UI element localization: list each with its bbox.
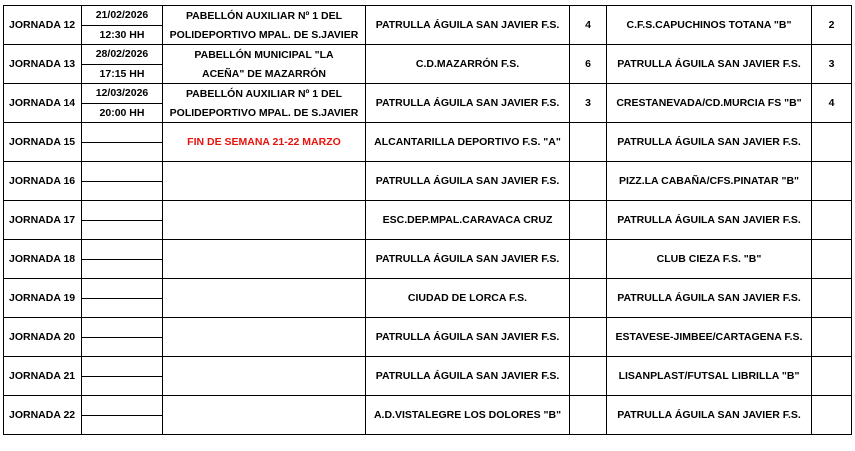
venue-cell xyxy=(163,162,366,201)
schedule-note: FIN DE SEMANA 21-22 MARZO xyxy=(163,123,366,162)
home-team: PATRULLA ÁGUILA SAN JAVIER F.S. xyxy=(366,6,570,45)
jornada-label: JORNADA 14 xyxy=(4,84,82,123)
date-time-cell xyxy=(82,201,163,240)
date-time-cell xyxy=(82,84,163,123)
venue-cell xyxy=(163,201,366,240)
match-date: 28/02/2026 xyxy=(82,45,162,65)
home-score xyxy=(570,240,607,279)
jornada-label: JORNADA 17 xyxy=(4,201,82,240)
jornada-label: JORNADA 16 xyxy=(4,162,82,201)
match-date: 12/03/2026 xyxy=(82,84,162,104)
home-score: 6 xyxy=(570,45,607,84)
venue-cell xyxy=(163,318,366,357)
venue-line-1: PABELLÓN AUXILIAR Nº 1 DEL xyxy=(185,9,343,22)
date-time-cell xyxy=(82,45,163,84)
venue-line-2: POLIDEPORTIVO MPAL. DE S.JAVIER xyxy=(169,106,359,119)
home-score: 3 xyxy=(570,84,607,123)
schedule-table xyxy=(3,5,852,435)
table-row xyxy=(4,318,852,357)
match-time: 20:00 HH xyxy=(99,106,145,119)
date-time-cell xyxy=(82,123,163,162)
home-score xyxy=(570,357,607,396)
away-team: PATRULLA ÁGUILA SAN JAVIER F.S. xyxy=(607,201,812,240)
away-score xyxy=(812,396,852,435)
home-score xyxy=(570,279,607,318)
home-score xyxy=(570,123,607,162)
table-row xyxy=(4,162,852,201)
date-time-cell xyxy=(82,318,163,357)
table-row xyxy=(4,6,852,45)
away-score xyxy=(812,162,852,201)
date-time-cell xyxy=(82,6,163,45)
away-team: PATRULLA ÁGUILA SAN JAVIER F.S. xyxy=(607,45,812,84)
home-score: 4 xyxy=(570,6,607,45)
away-team: CLUB CIEZA F.S. "B" xyxy=(607,240,812,279)
home-team: PATRULLA ÁGUILA SAN JAVIER F.S. xyxy=(366,357,570,396)
table-row xyxy=(4,123,852,162)
home-team: C.D.MAZARRÓN F.S. xyxy=(366,45,570,84)
venue-cell xyxy=(163,6,366,45)
match-time: 12:30 HH xyxy=(99,28,145,41)
away-score: 3 xyxy=(812,45,852,84)
away-team: PATRULLA ÁGUILA SAN JAVIER F.S. xyxy=(607,123,812,162)
home-team: PATRULLA ÁGUILA SAN JAVIER F.S. xyxy=(366,318,570,357)
home-score xyxy=(570,201,607,240)
away-team: LISANPLAST/FUTSAL LIBRILLA "B" xyxy=(607,357,812,396)
table-row xyxy=(4,279,852,318)
home-score xyxy=(570,162,607,201)
away-score: 2 xyxy=(812,6,852,45)
away-team: PATRULLA ÁGUILA SAN JAVIER F.S. xyxy=(607,396,812,435)
jornada-label: JORNADA 12 xyxy=(4,6,82,45)
date-time-cell xyxy=(82,357,163,396)
jornada-label: JORNADA 19 xyxy=(4,279,82,318)
away-team: PIZZ.LA CABAÑA/CFS.PINATAR "B" xyxy=(607,162,812,201)
away-score: 4 xyxy=(812,84,852,123)
home-team: A.D.VISTALEGRE LOS DOLORES "B" xyxy=(366,396,570,435)
table-row xyxy=(4,84,852,123)
venue-cell xyxy=(163,357,366,396)
home-score xyxy=(570,396,607,435)
home-team: PATRULLA ÁGUILA SAN JAVIER F.S. xyxy=(366,84,570,123)
jornada-label: JORNADA 15 xyxy=(4,123,82,162)
away-score xyxy=(812,279,852,318)
home-team: ALCANTARILLA DEPORTIVO F.S. "A" xyxy=(366,123,570,162)
venue-line-2: POLIDEPORTIVO MPAL. DE S.JAVIER xyxy=(169,28,359,41)
match-time: 17:15 HH xyxy=(99,67,145,80)
match-date: 21/02/2026 xyxy=(82,6,162,26)
away-team: ESTAVESE-JIMBEE/CARTAGENA F.S. xyxy=(607,318,812,357)
table-row xyxy=(4,201,852,240)
away-score xyxy=(812,240,852,279)
venue-cell xyxy=(163,45,366,84)
date-time-cell xyxy=(82,162,163,201)
venue-line-1: PABELLÓN AUXILIAR Nº 1 DEL xyxy=(185,87,343,100)
away-score xyxy=(812,318,852,357)
away-team: PATRULLA ÁGUILA SAN JAVIER F.S. xyxy=(607,279,812,318)
home-team: PATRULLA ÁGUILA SAN JAVIER F.S. xyxy=(366,240,570,279)
home-team: ESC.DEP.MPAL.CARAVACA CRUZ xyxy=(366,201,570,240)
venue-cell xyxy=(163,396,366,435)
venue-line-2: ACEÑA" DE MAZARRÓN xyxy=(202,67,326,80)
jornada-label: JORNADA 13 xyxy=(4,45,82,84)
venue-cell xyxy=(163,84,366,123)
home-team: PATRULLA ÁGUILA SAN JAVIER F.S. xyxy=(366,162,570,201)
date-time-cell xyxy=(82,240,163,279)
table-row xyxy=(4,396,852,435)
jornada-label: JORNADA 20 xyxy=(4,318,82,357)
away-score xyxy=(812,201,852,240)
away-score xyxy=(812,123,852,162)
venue-cell xyxy=(163,279,366,318)
away-team: C.F.S.CAPUCHINOS TOTANA "B" xyxy=(607,6,812,45)
jornada-label: JORNADA 21 xyxy=(4,357,82,396)
date-time-cell xyxy=(82,396,163,435)
away-score xyxy=(812,357,852,396)
jornada-label: JORNADA 18 xyxy=(4,240,82,279)
venue-line-1: PABELLÓN MUNICIPAL "LA xyxy=(194,48,334,61)
away-team: CRESTANEVADA/CD.MURCIA FS "B" xyxy=(607,84,812,123)
home-score xyxy=(570,318,607,357)
table-row xyxy=(4,240,852,279)
home-team: CIUDAD DE LORCA F.S. xyxy=(366,279,570,318)
date-time-cell xyxy=(82,279,163,318)
table-row xyxy=(4,357,852,396)
jornada-label: JORNADA 22 xyxy=(4,396,82,435)
table-row xyxy=(4,45,852,84)
venue-cell xyxy=(163,240,366,279)
